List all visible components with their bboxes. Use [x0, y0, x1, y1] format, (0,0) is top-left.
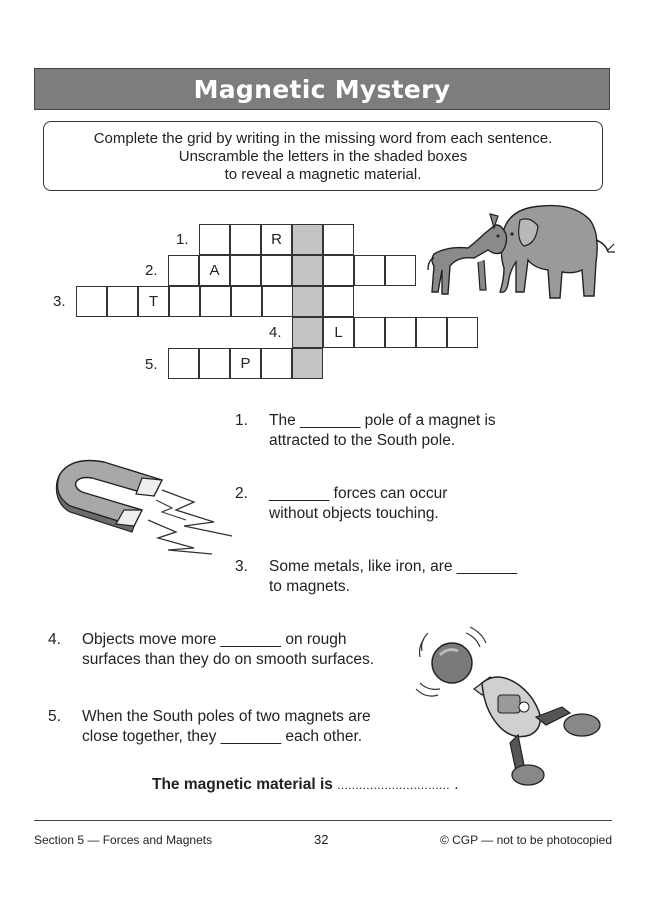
footer-divider — [34, 820, 612, 821]
clue-number-5: 5. — [145, 356, 158, 373]
question-number: 3. — [235, 558, 248, 575]
question-number: 1. — [235, 412, 248, 429]
grid-cell[interactable] — [230, 224, 261, 255]
grid-cell[interactable]: T — [138, 286, 169, 317]
answer-label: The magnetic material is — [152, 776, 333, 793]
page-number: 32 — [314, 832, 329, 847]
grid-cell[interactable] — [385, 255, 416, 286]
horseshoe-magnet-icon — [44, 452, 240, 556]
question-number: 5. — [48, 708, 61, 725]
grid-cell[interactable] — [447, 317, 478, 348]
question-text-line: _______ forces can occur — [269, 485, 448, 502]
footer-section: Section 5 — Forces and Magnets — [34, 833, 213, 847]
grid-cell[interactable] — [169, 286, 200, 317]
grid-cell[interactable]: L — [323, 317, 354, 348]
donkey-elephant-icon — [424, 200, 616, 305]
question-number: 4. — [48, 631, 61, 648]
question-text-line: attracted to the South pole. — [269, 432, 456, 449]
question-text-line: close together, they _______ each other. — [82, 728, 363, 745]
question-text-line: surfaces than they do on smooth surfaces. — [82, 651, 375, 668]
grid-cell[interactable] — [231, 286, 262, 317]
shaded-grid-cell[interactable] — [292, 255, 323, 286]
grid-cell[interactable]: P — [230, 348, 261, 379]
robot-with-ball-icon — [412, 625, 604, 795]
grid-cell[interactable] — [323, 255, 354, 286]
clue-number-2: 2. — [145, 262, 158, 279]
grid-cell[interactable] — [261, 348, 292, 379]
clue-number-1: 1. — [176, 231, 189, 248]
grid-cell[interactable]: R — [261, 224, 292, 255]
footer-copyright: © CGP — not to be photocopied — [439, 833, 612, 847]
grid-cell[interactable] — [323, 286, 354, 317]
shaded-grid-cell[interactable] — [292, 348, 323, 379]
grid-cell[interactable] — [107, 286, 138, 317]
grid-cell[interactable] — [261, 255, 292, 286]
answer-blank[interactable]: ............................... — [337, 778, 450, 792]
question-text-line: Some metals, like iron, are _______ — [269, 558, 518, 575]
instruction-line-2: Unscramble the letters in the shaded boxes — [178, 148, 468, 165]
question-number: 2. — [235, 485, 248, 502]
question-text-line: Objects move more _______ on rough — [82, 631, 347, 648]
clue-number-3: 3. — [53, 293, 66, 310]
question-text-line: without objects touching. — [269, 505, 439, 522]
grid-cell[interactable] — [385, 317, 416, 348]
grid-cell[interactable] — [168, 348, 199, 379]
shaded-grid-cell[interactable] — [292, 224, 323, 255]
grid-cell[interactable] — [168, 255, 199, 286]
shaded-grid-cell[interactable] — [292, 317, 323, 348]
title-bar — [34, 68, 610, 110]
question-text-line: When the South poles of two magnets are — [82, 708, 371, 725]
grid-cell[interactable] — [354, 317, 385, 348]
grid-cell[interactable] — [230, 255, 261, 286]
grid-cell[interactable] — [200, 286, 231, 317]
grid-cell[interactable] — [262, 286, 293, 317]
answer-line — [152, 776, 459, 794]
instruction-line-1: Complete the grid by writing in the missing word from each sentence. — [93, 130, 553, 147]
answer-end: . — [454, 776, 459, 793]
grid-cell[interactable] — [416, 317, 447, 348]
instruction-line-3: to reveal a magnetic material. — [224, 166, 422, 183]
grid-cell[interactable] — [354, 255, 385, 286]
page-title: Magnetic Mystery — [193, 74, 451, 104]
question-text-line: The _______ pole of a magnet is — [269, 412, 496, 429]
grid-cell[interactable] — [199, 224, 230, 255]
shaded-grid-cell[interactable] — [292, 286, 323, 317]
grid-cell[interactable] — [323, 224, 354, 255]
instructions-box — [43, 121, 603, 191]
question-text-line: to magnets. — [269, 578, 350, 595]
grid-cell[interactable] — [199, 348, 230, 379]
grid-cell[interactable]: A — [199, 255, 230, 286]
grid-cell[interactable] — [76, 286, 107, 317]
clue-number-4: 4. — [269, 324, 282, 341]
